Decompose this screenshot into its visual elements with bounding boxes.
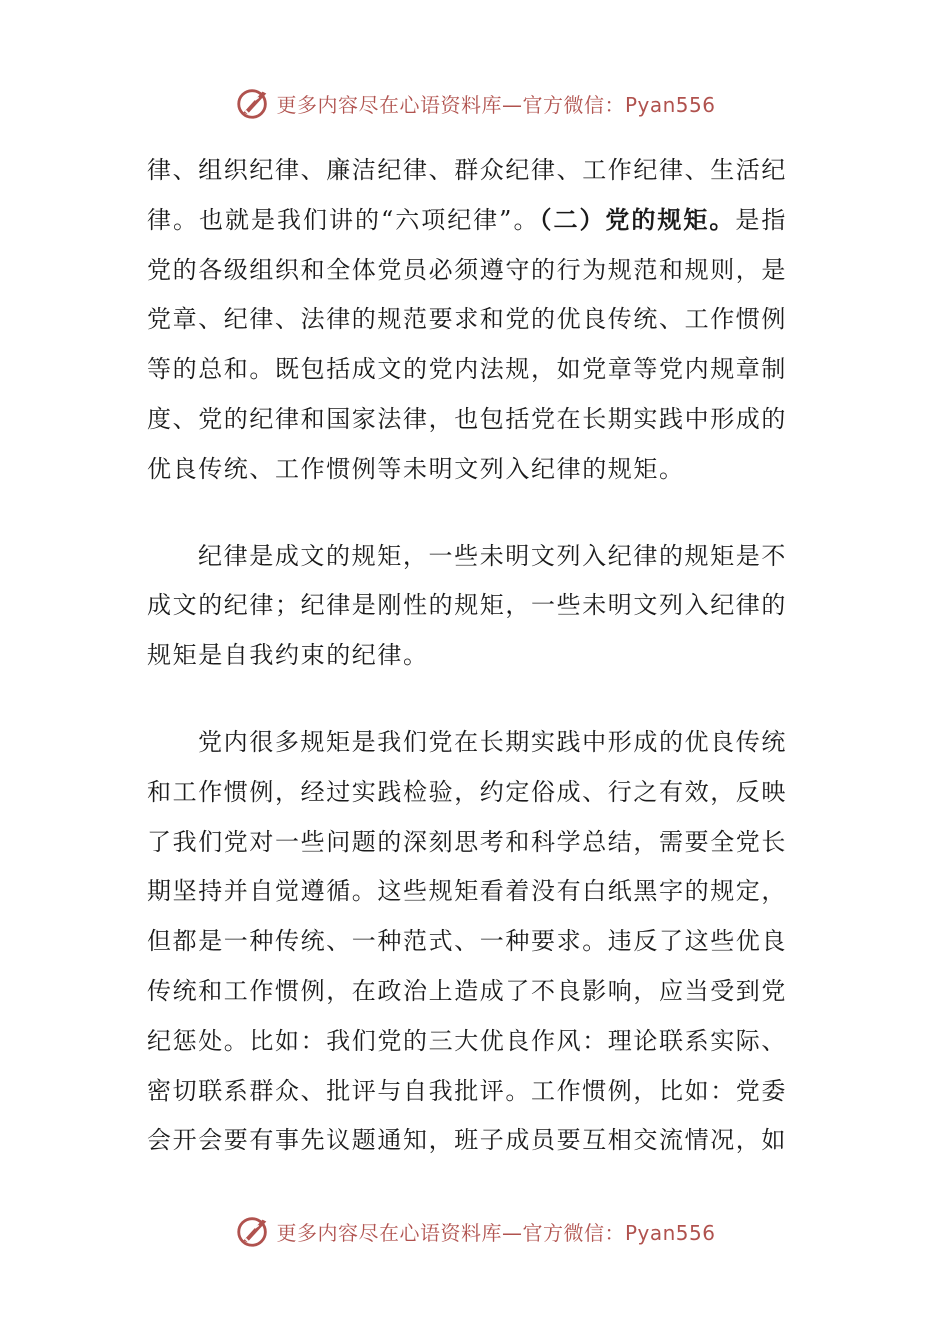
paragraph-1-part-1: 律、组织纪律、廉洁纪律、群众纪律、工作纪律、生活纪律。也就是我们讲的“六项纪律”。 bbox=[147, 156, 787, 234]
pen-circle-logo-icon bbox=[234, 1212, 272, 1250]
footer-banner-text: 更多内容尽在心语资料库—官方微信：Pyan556 bbox=[276, 1220, 716, 1245]
header-banner bbox=[0, 80, 950, 126]
header-banner-text: 更多内容尽在心语资料库—官方微信：Pyan556 bbox=[276, 92, 716, 117]
paragraph-3: 党内很多规矩是我们党在长期实践中形成的优良传统和工作惯例，经过实践检验，约定俗成、行之有效，反映了我们党对一些问题的深刻思考和科学总结，需要全党长期坚持并自觉遵循。这些规矩看着没有白纸黑字的规定，但都是一种传统、一种范式、一种要求。违反了这些优良传统和工作惯例，在政治上造成了不良影响，应当受到党纪惩处。比如：我们党的三大优良作风：理论联系实际、密切联系群众、批评与自我批评。工作惯例，比如：党委会开会要有事先议题通知，班子成员要互相交流情况，如 bbox=[147, 727, 787, 1155]
paragraph-1-bold-heading: （二）党的规矩。 bbox=[539, 205, 736, 234]
paragraph-1 bbox=[147, 146, 787, 495]
paragraph-1-part-2: 是指党的各级组织和全体党员必须遵守的行为规范和规则，是党章、纪律、法律的规范要求和党的优良传统、工作惯例等的总和。既包括成文的党内法规，如党章等党内规章制度、党的纪律和国家法律，也包括党在长期实践中形成的优良传统、工作惯例等未明文列入纪律的规矩。 bbox=[147, 205, 788, 483]
document-body bbox=[147, 146, 787, 1166]
paragraph-2: 纪律是成文的规矩，一些未明文列入纪律的规矩是不成文的纪律；纪律是刚性的规矩，一些未明文列入纪律的规矩是自我约束的纪律。 bbox=[147, 541, 787, 670]
footer-banner bbox=[0, 1208, 950, 1254]
pen-circle-logo-icon bbox=[234, 84, 272, 122]
